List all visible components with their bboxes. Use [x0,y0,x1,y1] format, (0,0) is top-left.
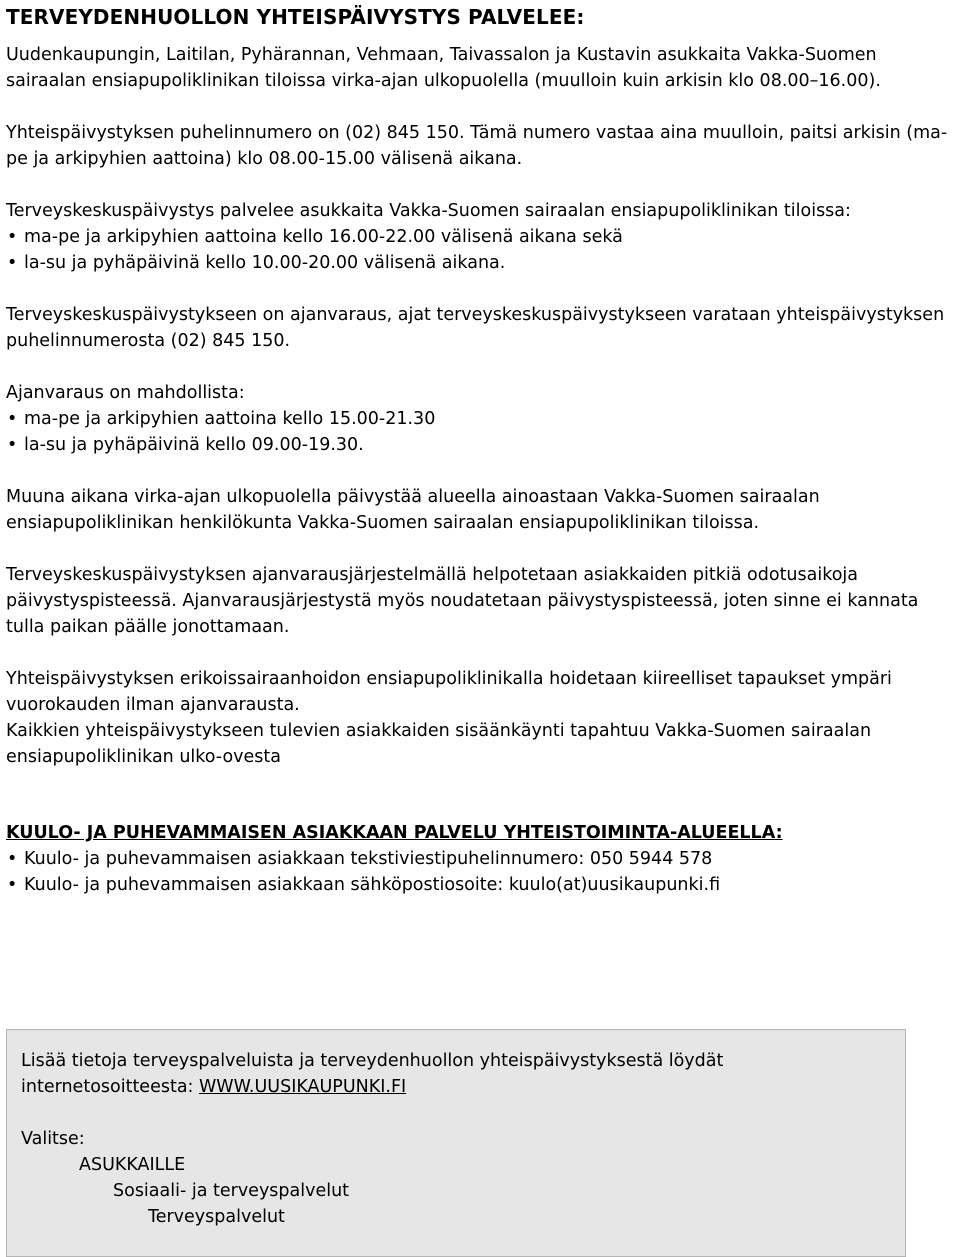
more-info-box [6,1029,906,1257]
page-title: TERVEYDENHUOLLON YHTEISPÄIVYSTYS PALVELEE: [6,5,585,29]
website-link[interactable]: WWW.UUSIKAUPUNKI.FI [199,1077,407,1097]
health-center-lead: Terveyskeskuspäivystys palvelee asukkaita Vakka-Suomen sairaalan ensiapupoliklinikan tiloissa: [6,201,851,221]
document-body [6,2,956,898]
list-item: • Kuulo- ja puhevammaisen asiakkaan sähköpostiosoite: kuulo(at)uusikaupunki.fi [6,872,956,898]
booking-section [6,380,956,458]
hearing-section [6,820,956,898]
list-item: • la-su ja pyhäpäivinä kello 09.00-19.30. [6,432,956,458]
list-item: • ma-pe ja arkipyhien aattoina kello 16.00-22.00 välisenä aikana sekä [6,224,956,250]
list-item: • Kuulo- ja puhevammaisen asiakkaan tekstiviestipuhelinnumero: 050 5944 578 [6,846,956,872]
booking-hours-list [6,406,956,458]
info-text-prefix: internetosoitteesta: [21,1077,199,1097]
hearing-contact-list [6,846,956,898]
nav-path-level2: Sosiaali- ja terveyspalvelut [113,1181,350,1201]
hearing-heading: KUULO- JA PUHEVAMMAISEN ASIAKKAAN PALVELU YHTEISTOIMINTA-ALUEELLA: [6,823,783,843]
select-label: Valitse: [21,1129,85,1149]
booking-system-paragraph: Terveyskeskuspäivystyksen ajanvarausjärjestelmällä helpotetaan asiakkaiden pitkiä odotusaikoja päivystyspisteessä. Ajanvarausjärjestystä myös noudatetaan päivystyspisteessä, joten sinne ei kannata tulla paikan päälle jonottamaan. [6,565,919,637]
booking-lead: Ajanvaraus on mahdollista: [6,383,245,403]
info-text-line1: Lisää tietoja terveyspalveluista ja terveydenhuollon yhteispäivystyksestä löydät [21,1051,724,1071]
list-item: • la-su ja pyhäpäivinä kello 10.00-20.00 välisenä aikana. [6,250,956,276]
special-care-paragraph: Yhteispäivystyksen erikoissairaanhoidon ensiapupoliklinikalla hoidetaan kiireelliset tapaukset ympäri vuorokauden ilman ajanvarausta. [6,669,892,715]
list-item: • ma-pe ja arkipyhien aattoina kello 15.00-21.30 [6,406,956,432]
phone-paragraph: Yhteispäivystyksen puhelinnumero on (02) 845 150. Tämä numero vastaa aina muulloin, paitsi arkisin (ma-pe ja arkipyhien aattoina) klo 08.00-15.00 välisenä aikana. [6,123,948,169]
entrance-paragraph: Kaikkien yhteispäivystykseen tulevien asiakkaiden sisäänkäynti tapahtuu Vakka-Suomen sairaalan ensiapupoliklinikan ulko-ovesta [6,721,872,767]
nav-path-level1: ASUKKAILLE [79,1155,186,1175]
health-center-section [6,198,956,276]
booking-paragraph: Terveyskeskuspäivystykseen on ajanvaraus, ajat terveyskeskuspäivystykseen varataan yhteispäivystyksen puhelinnumerosta (02) 845 150. [6,305,945,351]
other-times-paragraph: Muuna aikana virka-ajan ulkopuolella päivystää alueella ainoastaan Vakka-Suomen sairaalan ensiapupoliklinikan henkilökunta Vakka-Suomen sairaalan ensiapupoliklinikan tiloissa. [6,487,820,533]
nav-path-level3: Terveyspalvelut [148,1207,285,1227]
intro-paragraph: Uudenkaupungin, Laitilan, Pyhärannan, Vehmaan, Taivassalon ja Kustavin asukkaita Vakka-Suomen sairaalan ensiapupoliklinikan tiloissa virka-ajan ulkopuolella (muulloin kuin arkisin klo 08.00–16.00). [6,45,881,91]
info-text-line2 [21,1074,891,1100]
health-center-hours-list [6,224,956,276]
